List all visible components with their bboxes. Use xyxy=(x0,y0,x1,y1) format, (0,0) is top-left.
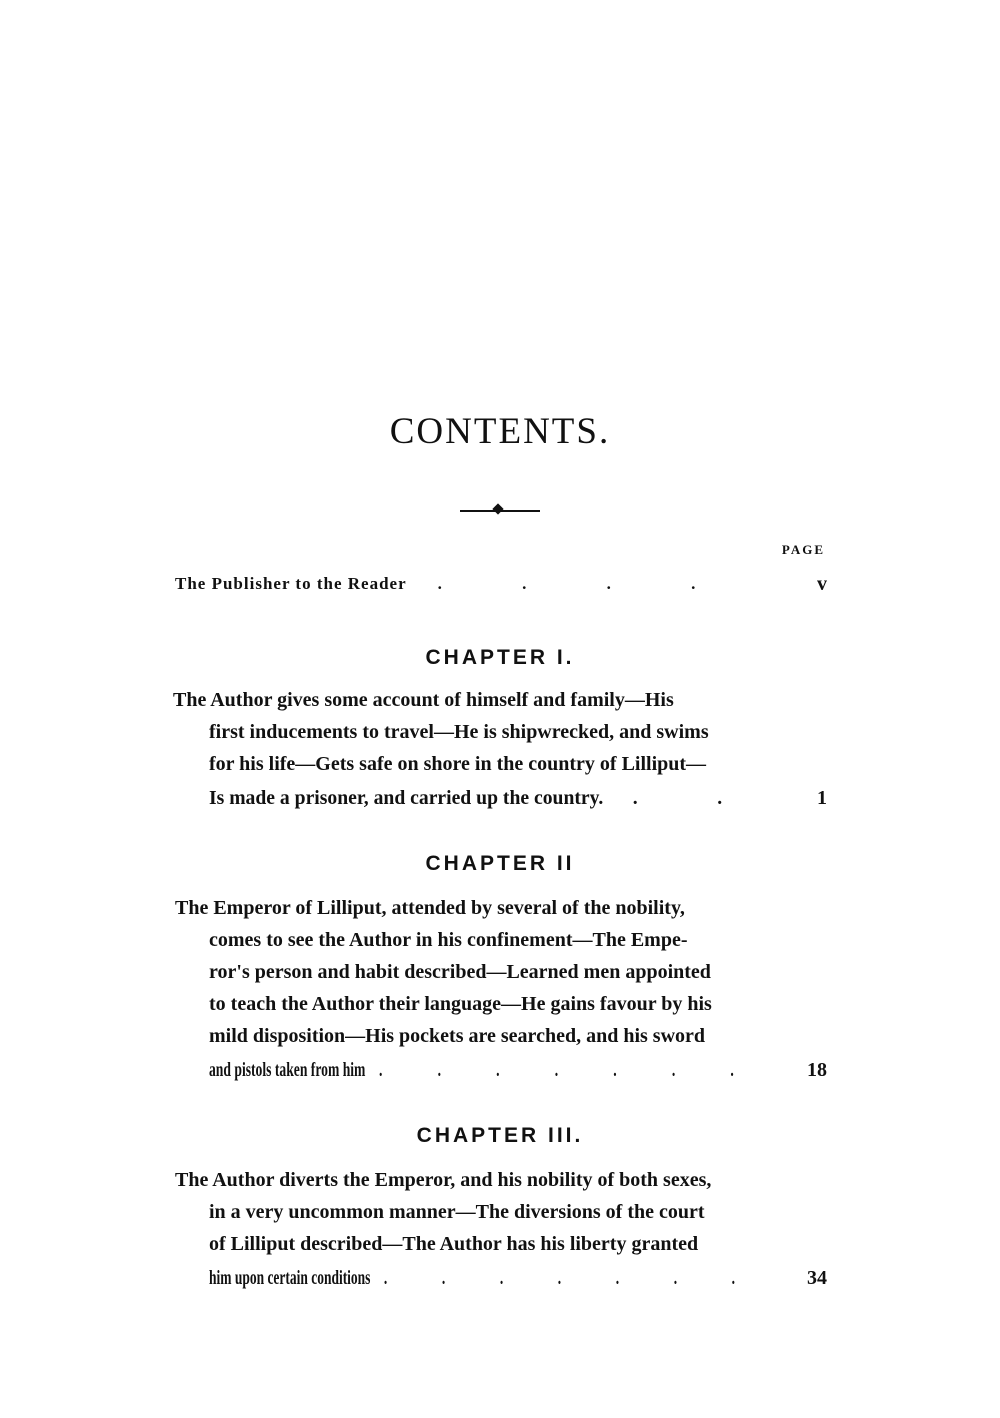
toc-entry-label: The Publisher to the Reader xyxy=(175,574,407,593)
toc-page-number: v xyxy=(817,573,827,595)
chapter-summary-line: The Author gives some account of himself and family—His xyxy=(173,689,674,711)
chapter-summary-line: for his life—Gets safe on shore in the country of Lilliput— xyxy=(209,753,707,775)
leader-dots: . . xyxy=(632,787,760,809)
chapter-summary-line: to teach the Author their language—He gains favour by his xyxy=(209,993,712,1015)
chapter-summary-line: of Lilliput described—The Author has his liberty granted xyxy=(209,1233,699,1255)
toc-entry-publisher[interactable] xyxy=(175,568,733,600)
chapter-summary-line: ror's person and habit described—Learned men appointed xyxy=(209,961,711,983)
leader-dots: . . . . xyxy=(437,574,734,593)
chapter-heading: CHAPTER III. xyxy=(416,1124,584,1147)
page-column-label: PAGE xyxy=(781,542,825,557)
chapter-summary-line: mild disposition—His pockets are searched, and his sword xyxy=(209,1025,706,1047)
ornament-diamond xyxy=(492,503,503,514)
chapter-summary-line: first inducements to travel—He is shipwrecked, and swims xyxy=(209,721,709,743)
chapter-heading: CHAPTER II xyxy=(425,852,575,875)
leader-dots: . . . . . . . xyxy=(383,1267,761,1289)
toc-page-number: 18 xyxy=(807,1059,827,1081)
chapter-summary-line: The Author diverts the Emperor, and his nobility of both sexes, xyxy=(175,1169,712,1191)
chapter-heading: CHAPTER I. xyxy=(425,646,575,669)
toc-page-number: 1 xyxy=(817,787,827,809)
chapter-summary-line: Is made a prisoner, and carried up the country. . . xyxy=(209,787,760,809)
page-title: CONTENTS. xyxy=(389,411,611,452)
chapter-summary-line: in a very uncommon manner—The diversions of the court xyxy=(209,1201,705,1223)
chapter-summary-line: and pistols taken from him . . . . . . . xyxy=(209,1059,760,1081)
leader-dots: . . . . . . . xyxy=(379,1059,760,1081)
chapter-summary-line: him upon certain conditions . . . . . . . xyxy=(209,1267,761,1289)
toc-page-number: 34 xyxy=(807,1267,827,1289)
chapter-summary-line: comes to see the Author in his confinement—The Empe- xyxy=(209,929,688,951)
chapter-summary-line: The Emperor of Lilliput, attended by several of the nobility, xyxy=(175,897,685,919)
